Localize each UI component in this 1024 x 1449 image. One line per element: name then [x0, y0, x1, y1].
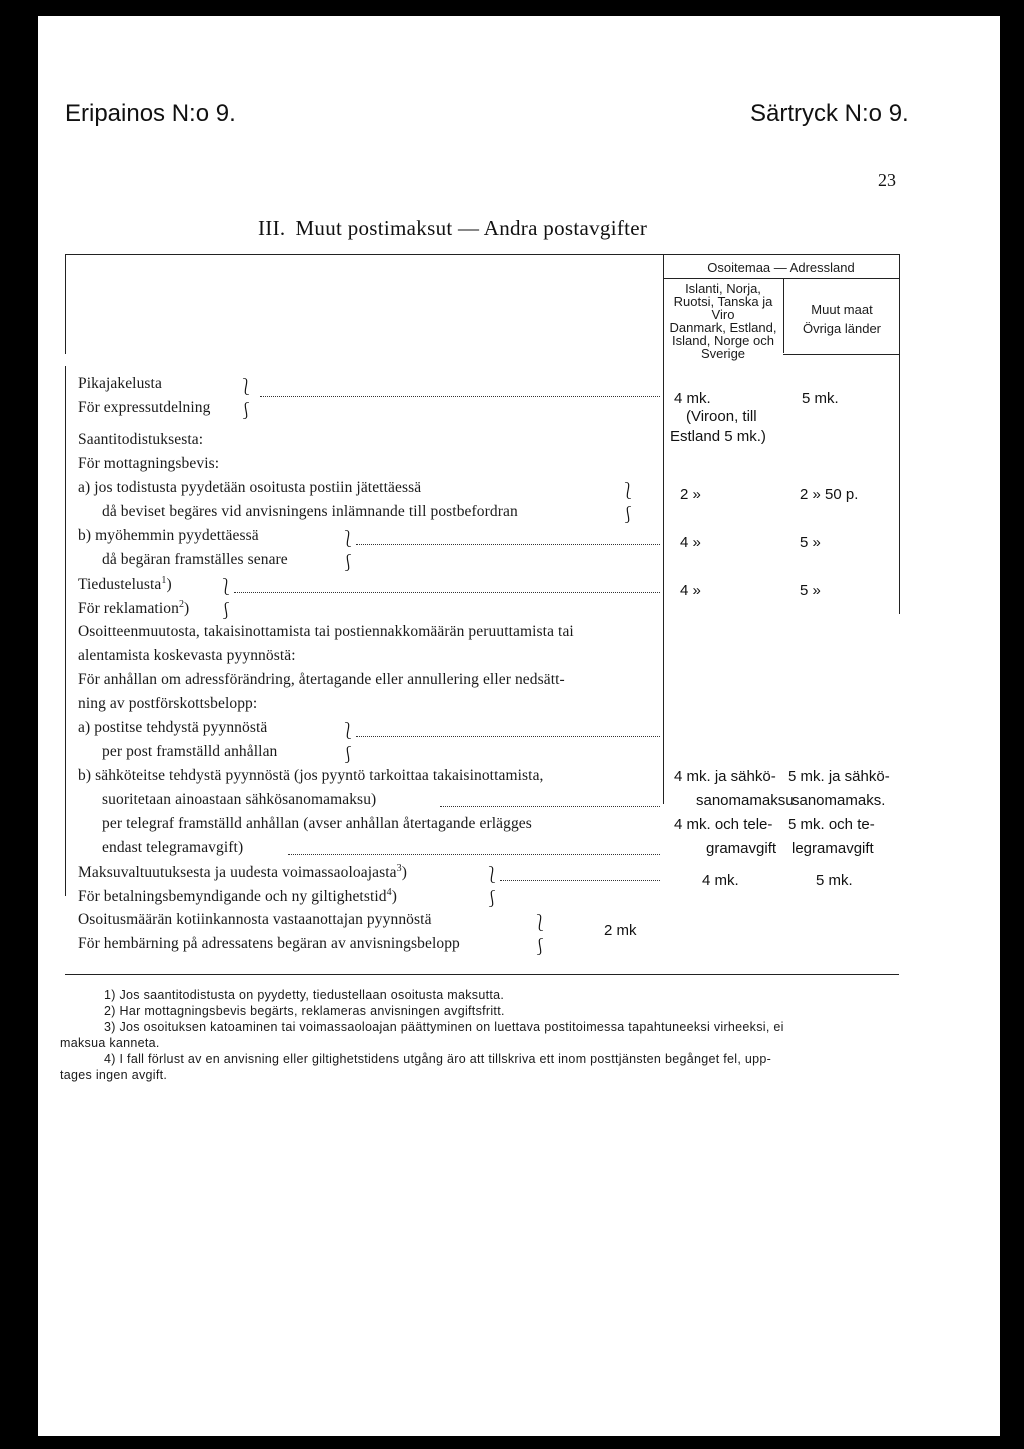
- receipt-b-sv: då begäran framställes senare: [102, 551, 288, 568]
- footnote-mark: 4): [104, 1052, 116, 1066]
- table-top-rule: [65, 254, 899, 255]
- leader-dots: [288, 854, 660, 855]
- auth-fi: Maksuvaltuutuksesta ja uudesta voimassaoloajasta$^3$): [78, 863, 407, 882]
- column-divider-3: [899, 254, 900, 614]
- auth-fi-text: Maksuvaltuutuksesta ja uudesta voimassaoloajasta: [78, 864, 397, 882]
- auth-sv-text: För betalningsbemyndigande och ny giltighetstid: [78, 888, 387, 906]
- brace: ⎱: [340, 723, 357, 740]
- column-group-header: Osoitemaa — Adressland: [707, 260, 855, 275]
- leader-dots: [440, 806, 660, 807]
- brace: ⎱: [620, 483, 637, 500]
- receipt-fi: Saantitodistuksesta:: [78, 431, 204, 448]
- footnote-text: Jos osoituksen katoaminen tai voimassaoloajan päättyminen on luettava postitoimessa tapahtuneeksi virheeksi, ei: [119, 1020, 784, 1034]
- footnote-text: Har mottagningsbevis begärts, reklameras anvisningen avgiftsfritt.: [119, 1004, 505, 1018]
- receipt-b-value-col2: 5 »: [800, 534, 821, 551]
- express-value-col2: 5 mk.: [802, 390, 839, 407]
- table-bottom-rule: [65, 974, 899, 975]
- receipt-a-fi: a) jos todistusta pyydetään osoitusta postiin jätettäessä: [78, 479, 422, 496]
- brace: ⎱: [218, 579, 235, 596]
- footnote-1: [104, 988, 504, 1002]
- auth-value-col1: 4 mk.: [702, 872, 739, 889]
- inquiry-sv-text: För reklamation: [78, 600, 179, 618]
- change-b-sv-line2: endast telegramavgift): [102, 839, 244, 856]
- footnote-4-cont: tages ingen avgift.: [60, 1068, 168, 1082]
- receipt-a-value-col2: 2 » 50 p.: [800, 486, 859, 503]
- change-fi-line1: Osoitteenmuutosta, takaisinottamista tai postiennakkomäärän peruuttamista tai: [78, 623, 574, 640]
- express-sv: För expressutdelning: [78, 399, 211, 416]
- leader-dots: [356, 544, 660, 545]
- inquiry-fi: Tiedustelusta$^1$): [78, 575, 172, 594]
- brace: ⎰: [238, 403, 255, 420]
- inquiry-sv: För reklamation$^2$): [78, 599, 190, 618]
- receipt-b-fi: b) myöhemmin pyydettäessä: [78, 527, 259, 544]
- footnote-2: [104, 1004, 505, 1018]
- change-b-value-col1: 4 mk. ja sähkö-: [674, 768, 776, 785]
- brace: ⎰: [620, 507, 637, 524]
- page-number: 23: [878, 170, 896, 190]
- header-right: Särtryck N:o 9.: [750, 100, 909, 127]
- change-sv-line2: ning av postförskottsbelopp:: [78, 695, 258, 712]
- receipt-sv: För mottagningsbevis:: [78, 455, 220, 472]
- section-roman: III.: [258, 216, 286, 240]
- head-bottom-rule: [783, 354, 899, 355]
- auth-sv: För betalningsbemyndigande och ny giltighetstid$^4$): [78, 887, 398, 906]
- receipt-a-sv: då beviset begäres vid anvisningens inlämnande till postbefordran: [102, 503, 518, 520]
- change-b-value-col2: 5 mk. och te-: [788, 816, 875, 833]
- express-value-col1-note: Estland 5 mk.): [670, 428, 766, 445]
- section-title: [258, 216, 647, 241]
- brace: ⎰: [532, 939, 549, 956]
- change-sv-line1: För anhållan om adressförändring, återtagande eller annullering eller nedsätt-: [78, 671, 565, 688]
- change-a-sv: per post framställd anhållan: [102, 743, 278, 760]
- footnote-3-cont: maksua kanneta.: [60, 1036, 160, 1050]
- express-fi: Pikajakelusta: [78, 375, 162, 392]
- col1-line: Danmark, Estland,: [669, 320, 777, 335]
- footnote-mark: 2): [104, 1004, 116, 1018]
- leader-dots: [356, 736, 660, 737]
- brace: ⎱: [340, 531, 357, 548]
- change-b-fi-line2: suoritetaan ainoastaan sähkösanomamaksu): [102, 791, 377, 808]
- header-left: Eripainos N:o 9.: [65, 100, 236, 127]
- change-b-value-col1: 4 mk. och tele-: [674, 816, 773, 833]
- change-b-value-col1: gramavgift: [706, 840, 777, 857]
- leader-dots: [500, 880, 660, 881]
- leader-dots: [234, 592, 660, 593]
- col2-line: Övriga länder: [802, 321, 882, 336]
- leader-dots: [260, 396, 660, 397]
- col1-line: Sverige: [700, 346, 746, 361]
- table-left-border: [65, 254, 66, 354]
- group-header-rule: [663, 278, 899, 279]
- home-sv: För hembärning på adressatens begäran av anvisningsbelopp: [78, 935, 460, 952]
- brace: ⎰: [218, 603, 235, 620]
- footnote-text: I fall förlust av en anvisning eller giltighetstidens utgång äro att tillskriva ett inom posttjänsten begånget fel, upp-: [119, 1052, 772, 1066]
- column-1-header: [663, 282, 783, 360]
- change-fi-line2: alentamista koskevasta pyynnöstä:: [78, 647, 296, 664]
- brace: ⎱: [484, 867, 501, 884]
- express-value-col1-note: (Viroon, till: [686, 408, 757, 425]
- inquiry-fi-text: Tiedustelusta: [78, 576, 162, 594]
- change-b-sv-line1: per telegraf framställd anhållan (avser anhållan återtagande erlägges: [102, 815, 532, 832]
- receipt-b-value-col1: 4 »: [680, 534, 701, 551]
- footnote-text: Jos saantitodistusta on pyydetty, tiedustellaan osoitusta maksutta.: [119, 988, 505, 1002]
- brace: ⎰: [340, 555, 357, 572]
- home-fi: Osoitusmäärän kotiinkannosta vastaanottajan pyynnöstä: [78, 911, 432, 928]
- footnote-3: [104, 1020, 784, 1034]
- section-title-text: Muut postimaksut — Andra postavgifter: [295, 216, 648, 240]
- home-value: 2 mk: [604, 922, 637, 939]
- brace: ⎱: [532, 915, 549, 932]
- inquiry-value-col2: 5 »: [800, 582, 821, 599]
- col1-line: Island, Norge och: [672, 333, 774, 348]
- receipt-a-value-col1: 2 »: [680, 486, 701, 503]
- auth-value-col2: 5 mk.: [816, 872, 853, 889]
- inquiry-value-col1: 4 »: [680, 582, 701, 599]
- footnote-mark: 3): [104, 1020, 116, 1034]
- change-a-fi: a) postitse tehdystä pyynnöstä: [78, 719, 268, 736]
- column-divider-2: [783, 278, 784, 353]
- change-b-value-col2: sanomamaks.: [792, 792, 886, 809]
- express-value-col1: 4 mk.: [674, 390, 711, 407]
- brace: ⎰: [484, 891, 501, 908]
- scanned-page: [38, 16, 1000, 1436]
- col2-line: Muut maat: [811, 302, 873, 317]
- brace: ⎱: [238, 379, 255, 396]
- change-b-value-col2: 5 mk. ja sähkö-: [788, 768, 890, 785]
- col1-line: Ruotsi, Tanska ja: [673, 294, 773, 309]
- column-2-header: [786, 303, 898, 335]
- col1-line: Islanti, Norja,: [685, 281, 761, 296]
- footnote-mark: 1): [104, 988, 116, 1002]
- change-b-value-col2: legramavgift: [792, 840, 874, 857]
- body-left-border: [65, 366, 66, 896]
- footnote-4: [104, 1052, 771, 1066]
- brace: ⎰: [340, 747, 357, 764]
- col1-line: Viro: [711, 307, 735, 322]
- change-b-value-col1: sanomamaksu: [696, 792, 794, 809]
- change-b-fi-line1: b) sähköteitse tehdystä pyynnöstä (jos pyyntö tarkoittaa takaisinottamista,: [78, 767, 544, 784]
